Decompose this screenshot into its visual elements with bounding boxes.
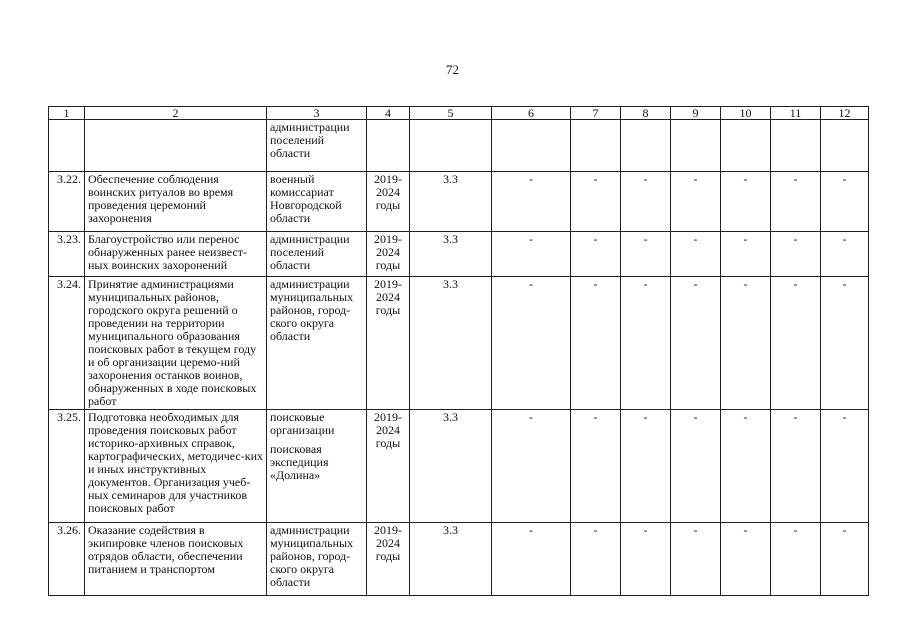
cell-num bbox=[49, 120, 85, 172]
executor-line: поисковая экспедиция «Долина» bbox=[270, 442, 329, 482]
executor-line: администрации муниципальных районов, город-ского округа области bbox=[270, 277, 354, 343]
cell-value: - bbox=[671, 410, 721, 523]
cell-value: - bbox=[492, 410, 571, 523]
table-row bbox=[49, 277, 869, 410]
column-header: 8 bbox=[621, 107, 671, 120]
cell-value: - bbox=[771, 277, 821, 410]
cell-value: - bbox=[571, 172, 621, 232]
column-header: 1 bbox=[49, 107, 85, 120]
cell-value: - bbox=[571, 410, 621, 523]
cell-value: - bbox=[571, 277, 621, 410]
cell-value: - bbox=[821, 523, 869, 596]
cell-value bbox=[671, 120, 721, 172]
cell-value: - bbox=[671, 172, 721, 232]
cell-term: 2019-2024 годы bbox=[367, 523, 410, 596]
cell-executor bbox=[267, 172, 367, 232]
column-header: 6 bbox=[492, 107, 571, 120]
table-row bbox=[49, 232, 869, 277]
table-row bbox=[49, 523, 869, 596]
cell-value: - bbox=[621, 277, 671, 410]
cell-term: 2019-2024 годы bbox=[367, 172, 410, 232]
executor-line: администрации муниципальных районов, город-ского округа области bbox=[270, 523, 354, 589]
header-row bbox=[49, 107, 869, 120]
cell-term: 2019-2024 годы bbox=[367, 232, 410, 277]
column-header: 4 bbox=[367, 107, 410, 120]
cell-event: Подготовка необходимых для проведения поисковых работ историко-архивных справок, картографических, методичес-ких и иных инструктивных документов. Организация учеб-ных семинаров для участников поисковых работ bbox=[85, 410, 267, 523]
cell-term: 2019-2024 годы bbox=[367, 410, 410, 523]
column-header: 9 bbox=[671, 107, 721, 120]
column-header: 11 bbox=[771, 107, 821, 120]
cell-value: - bbox=[771, 172, 821, 232]
table-row bbox=[49, 410, 869, 523]
table-body bbox=[49, 107, 869, 596]
cell-value: - bbox=[492, 232, 571, 277]
cell-executor bbox=[267, 277, 367, 410]
cell-num: 3.24. bbox=[49, 277, 85, 410]
cell-value: - bbox=[621, 232, 671, 277]
cell-code: 3.3 bbox=[410, 172, 492, 232]
column-header: 3 bbox=[267, 107, 367, 120]
cell-event: Обеспечение соблюдения воинских ритуалов во время проведения церемоний захоронения bbox=[85, 172, 267, 232]
executor-line: военный комиссариат Новгородской области bbox=[270, 172, 342, 225]
cell-value: - bbox=[771, 523, 821, 596]
cell-value bbox=[621, 120, 671, 172]
cell-code: 3.3 bbox=[410, 277, 492, 410]
column-header: 12 bbox=[821, 107, 869, 120]
cell-value: - bbox=[821, 410, 869, 523]
cell-value bbox=[821, 120, 869, 172]
cell-num: 3.25. bbox=[49, 410, 85, 523]
cell-value: - bbox=[771, 410, 821, 523]
cell-code: 3.3 bbox=[410, 410, 492, 523]
cell-term: 2019-2024 годы bbox=[367, 277, 410, 410]
cell-value: - bbox=[621, 523, 671, 596]
cell-value bbox=[721, 120, 771, 172]
cell-value: - bbox=[821, 232, 869, 277]
column-header: 2 bbox=[85, 107, 267, 120]
cell-value: - bbox=[621, 172, 671, 232]
column-header: 5 bbox=[410, 107, 492, 120]
cell-value: - bbox=[721, 277, 771, 410]
cell-value: - bbox=[492, 523, 571, 596]
cell-value: - bbox=[671, 232, 721, 277]
cell-value: - bbox=[571, 523, 621, 596]
cell-value: - bbox=[621, 410, 671, 523]
cell-num: 3.26. bbox=[49, 523, 85, 596]
plan-table bbox=[48, 106, 869, 596]
cell-value: - bbox=[821, 172, 869, 232]
cell-value: - bbox=[671, 523, 721, 596]
column-header: 10 bbox=[721, 107, 771, 120]
cell-value: - bbox=[671, 277, 721, 410]
executor-line: поисковые организации bbox=[270, 410, 335, 437]
cell-value: - bbox=[492, 277, 571, 410]
cell-num: 3.23. bbox=[49, 232, 85, 277]
cell-value: - bbox=[821, 277, 869, 410]
cell-event: Оказание содействия в экипировке членов поисковых отрядов области, обеспечении питанием и транспортом bbox=[85, 523, 267, 596]
cell-event: Благоустройство или перенос обнаруженных ранее неизвест-ных воинских захоронений bbox=[85, 232, 267, 277]
cell-value: - bbox=[721, 523, 771, 596]
cell-value bbox=[771, 120, 821, 172]
cell-code: 3.3 bbox=[410, 523, 492, 596]
cell-code bbox=[410, 120, 492, 172]
cell-executor bbox=[267, 232, 367, 277]
cell-value: - bbox=[771, 232, 821, 277]
cell-executor bbox=[267, 523, 367, 596]
cell-value bbox=[492, 120, 571, 172]
cell-event: Принятие администрациями муниципальных районов, городского округа решений о проведении на территории муниципального образования поисковых работ в текущем году и об организации церемо-ний захоронения останков воинов, обнаруженных в ходе поисковых работ bbox=[85, 277, 267, 410]
executor-line: администрации поселений области bbox=[270, 232, 350, 272]
cell-executor bbox=[267, 410, 367, 523]
cell-value: - bbox=[571, 232, 621, 277]
cell-executor: администрации поселений области bbox=[267, 120, 367, 172]
cell-code: 3.3 bbox=[410, 232, 492, 277]
cell-term bbox=[367, 120, 410, 172]
cell-value: - bbox=[721, 232, 771, 277]
table-row bbox=[49, 172, 869, 232]
cell-value bbox=[571, 120, 621, 172]
cell-num: 3.22. bbox=[49, 172, 85, 232]
cell-value: - bbox=[492, 172, 571, 232]
cell-value: - bbox=[721, 172, 771, 232]
column-header: 7 bbox=[571, 107, 621, 120]
cell-event bbox=[85, 120, 267, 172]
page-number: 72 bbox=[446, 62, 459, 77]
cell-value: - bbox=[721, 410, 771, 523]
continuation-row bbox=[49, 120, 869, 172]
